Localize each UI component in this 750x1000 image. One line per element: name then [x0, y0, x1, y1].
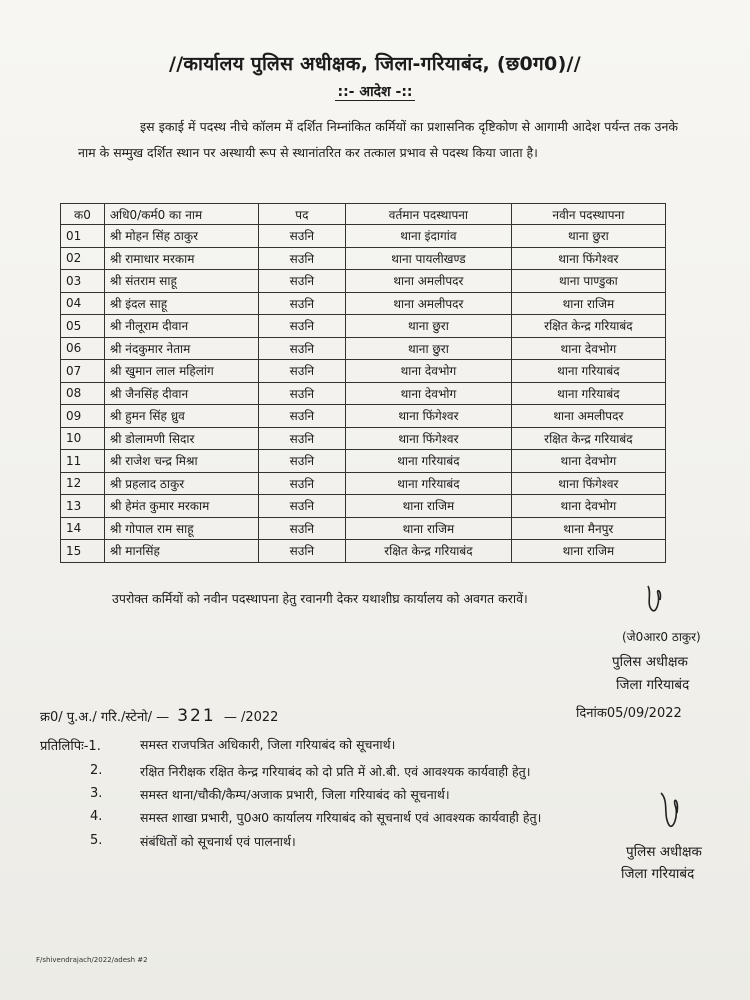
table-row — [61, 247, 666, 270]
cell-post: सउनि — [258, 405, 345, 428]
cell-name: श्री संतराम साहू — [104, 270, 258, 293]
table-row — [61, 427, 666, 450]
cell-serial: 05 — [61, 315, 105, 338]
cell-serial: 03 — [61, 270, 105, 293]
cell-serial: 09 — [61, 405, 105, 428]
cell-post: सउनि — [258, 382, 345, 405]
table-header-row — [61, 204, 666, 225]
col-post: पद — [258, 204, 345, 225]
cell-current-posting: थाना फिंगेश्वर — [346, 427, 512, 450]
cell-name: श्री राजेश चन्द्र मिश्रा — [104, 450, 258, 473]
officer-district: जिला गरियाबंद — [616, 677, 690, 693]
cell-name: श्री नीलूराम दीवान — [104, 315, 258, 338]
cell-post: सउनि — [258, 540, 345, 563]
cell-current-posting: थाना देवभोग — [346, 360, 512, 383]
cell-serial: 08 — [61, 382, 105, 405]
cell-post: सउनि — [258, 360, 345, 383]
cell-new-posting: रक्षित केन्द्र गरियाबंद — [511, 315, 665, 338]
col-serial: क0 — [61, 204, 105, 225]
cell-current-posting: थाना देवभोग — [346, 382, 512, 405]
table-row — [61, 382, 666, 405]
cell-new-posting: थाना गरियाबंद — [511, 360, 665, 383]
cell-name: श्री नंदकुमार नेताम — [104, 337, 258, 360]
cell-serial: 11 — [61, 450, 105, 473]
cell-current-posting: थाना छुरा — [346, 337, 512, 360]
table-row — [61, 450, 666, 473]
table-row — [61, 225, 666, 248]
cell-new-posting: थाना राजिम — [511, 292, 665, 315]
cell-post: सउनि — [258, 337, 345, 360]
copy-item-number: 5. — [90, 833, 103, 848]
cell-current-posting: थाना छुरा — [346, 315, 512, 338]
cell-new-posting: थाना राजिम — [511, 540, 665, 563]
cell-name: श्री मानसिंह — [104, 540, 258, 563]
cell-serial: 07 — [61, 360, 105, 383]
signature-2 — [655, 785, 685, 840]
cell-serial: 04 — [61, 292, 105, 315]
cell-name: श्री डोलामणी सिदार — [104, 427, 258, 450]
copy-item-text: समस्त राजपत्रित अधिकारी, जिला गरियाबंद को सूचनार्थ। — [140, 737, 396, 752]
officer-name: (जे0आर0 ठाकुर) — [622, 630, 701, 644]
copy-item-number: 2. — [90, 763, 103, 778]
cell-current-posting: थाना फिंगेश्वर — [346, 405, 512, 428]
col-current-posting: वर्तमान पदस्थापना — [346, 204, 512, 225]
cell-new-posting: थाना अमलीपदर — [511, 405, 665, 428]
cell-serial: 12 — [61, 472, 105, 495]
officer-designation: पुलिस अधीक्षक — [612, 654, 688, 670]
cell-new-posting: थाना फिंगेश्वर — [511, 472, 665, 495]
cell-post: सउनि — [258, 270, 345, 293]
table-row — [61, 405, 666, 428]
copy-item-text: संबंधितों को सूचनार्थ एवं पालनार्थ। — [140, 834, 296, 849]
cell-new-posting: थाना देवभोग — [511, 495, 665, 518]
copy-item-number: 4. — [90, 809, 103, 824]
cell-serial: 15 — [61, 540, 105, 563]
col-new-posting: नवीन पदस्थापना — [511, 204, 665, 225]
cell-new-posting: थाना मैनपुर — [511, 517, 665, 540]
cell-name: श्री खुमान लाल महिलांग — [104, 360, 258, 383]
table-row — [61, 517, 666, 540]
cell-post: सउनि — [258, 247, 345, 270]
cell-new-posting: रक्षित केन्द्र गरियाबंद — [511, 427, 665, 450]
officer-district-2: जिला गरियाबंद — [621, 866, 695, 882]
cell-post: सउनि — [258, 225, 345, 248]
cell-serial: 06 — [61, 337, 105, 360]
intro-paragraph: इस इकाई में पदस्थ नीचे कॉलम में दर्शित निम्नांकित कर्मियों का प्रशासनिक दृष्टिकोण से आगामी आदेश पर्यन्त तक उनके नाम के सम्मुख दर्शित स्थान पर अस्थायी रूप से स्थानांतरित कर तत्काल प्रभाव से पदस्थ किया जाता है। — [78, 119, 678, 160]
copy-item-number: 3. — [90, 786, 103, 801]
file-path: F/shivendrajach/2022/adesh #2 — [36, 956, 148, 964]
table-row — [61, 270, 666, 293]
copy-item-text: रक्षित निरीक्षक रक्षित केन्द्र गरियाबंद को दो प्रति में ओ.बी. एवं आवश्यक कार्यवाही हेतु। — [140, 764, 531, 779]
cell-name: श्री प्रहलाद ठाकुर — [104, 472, 258, 495]
transfer-table — [60, 203, 666, 563]
cell-serial: 02 — [61, 247, 105, 270]
cell-current-posting: रक्षित केन्द्र गरियाबंद — [346, 540, 512, 563]
cell-new-posting: थाना फिंगेश्वर — [511, 247, 665, 270]
table-row — [61, 472, 666, 495]
cell-current-posting: थाना इंदागांव — [346, 225, 512, 248]
table-row — [61, 292, 666, 315]
cell-name: श्री गोपाल राम साहू — [104, 517, 258, 540]
cell-name: श्री हेमंत कुमार मरकाम — [104, 495, 258, 518]
cell-current-posting: थाना गरियाबंद — [346, 450, 512, 473]
cell-new-posting: थाना देवभोग — [511, 337, 665, 360]
cell-current-posting: थाना गरियाबंद — [346, 472, 512, 495]
copy-label: प्रतिलिपिः-1. — [40, 739, 101, 754]
cell-post: सउनि — [258, 315, 345, 338]
cell-serial: 01 — [61, 225, 105, 248]
signature-1 — [640, 580, 670, 620]
cell-name: श्री हुमन सिंह ध्रुव — [104, 405, 258, 428]
table-row — [61, 495, 666, 518]
cell-serial: 10 — [61, 427, 105, 450]
office-title: //कार्यालय पुलिस अधीक्षक, जिला-गरियाबंद, (छ0ग0)// — [168, 53, 582, 75]
table-row — [61, 337, 666, 360]
cell-serial: 13 — [61, 495, 105, 518]
cell-current-posting: थाना राजिम — [346, 495, 512, 518]
cell-name: श्री रामाधार मरकाम — [104, 247, 258, 270]
cell-post: सउनि — [258, 472, 345, 495]
cell-name: श्री मोहन सिंह ठाकुर — [104, 225, 258, 248]
cell-current-posting: थाना अमलीपदर — [346, 270, 512, 293]
cell-new-posting: थाना गरियाबंद — [511, 382, 665, 405]
cell-post: सउनि — [258, 495, 345, 518]
cell-current-posting: थाना राजिम — [346, 517, 512, 540]
cell-current-posting: थाना पायलीखण्ड — [346, 247, 512, 270]
col-name: अधि0/कर्म0 का नाम — [104, 204, 258, 225]
closing-note: उपरोक्त कर्मियों को नवीन पदस्थापना हेतु रवानगी देकर यथाशीघ्र कार्यालय को अवगत करावें। — [112, 591, 528, 606]
table-row — [61, 315, 666, 338]
cell-post: सउनि — [258, 427, 345, 450]
cell-new-posting: थाना पाण्डुका — [511, 270, 665, 293]
cell-current-posting: थाना अमलीपदर — [346, 292, 512, 315]
copy-item-text: समस्त थाना/चौकी/कैम्प/अजाक प्रभारी, जिला गरियाबंद को सूचनार्थ। — [140, 787, 450, 802]
cell-serial: 14 — [61, 517, 105, 540]
issue-date: दिनांक05/09/2022 — [576, 706, 682, 721]
copy-item-text: समस्त शाखा प्रभारी, पु0अ0 कार्यालय गरियाबंद को सूचनार्थ एवं आवश्यक कार्यवाही हेतु। — [140, 810, 542, 825]
table-row — [61, 360, 666, 383]
cell-name: श्री इंदल साहू — [104, 292, 258, 315]
table-row — [61, 540, 666, 563]
order-heading: ::- आदेश -:: — [337, 84, 413, 100]
officer-designation-2: पुलिस अधीक्षक — [626, 844, 702, 860]
cell-name: श्री जैनसिंह दीवान — [104, 382, 258, 405]
reference-number: क्र0/ पु.अ./ गरि./स्टेनो/ — 321 — /2022 — [40, 706, 279, 726]
cell-post: सउनि — [258, 292, 345, 315]
cell-post: सउनि — [258, 517, 345, 540]
cell-new-posting: थाना छुरा — [511, 225, 665, 248]
cell-post: सउनि — [258, 450, 345, 473]
cell-new-posting: थाना देवभोग — [511, 450, 665, 473]
